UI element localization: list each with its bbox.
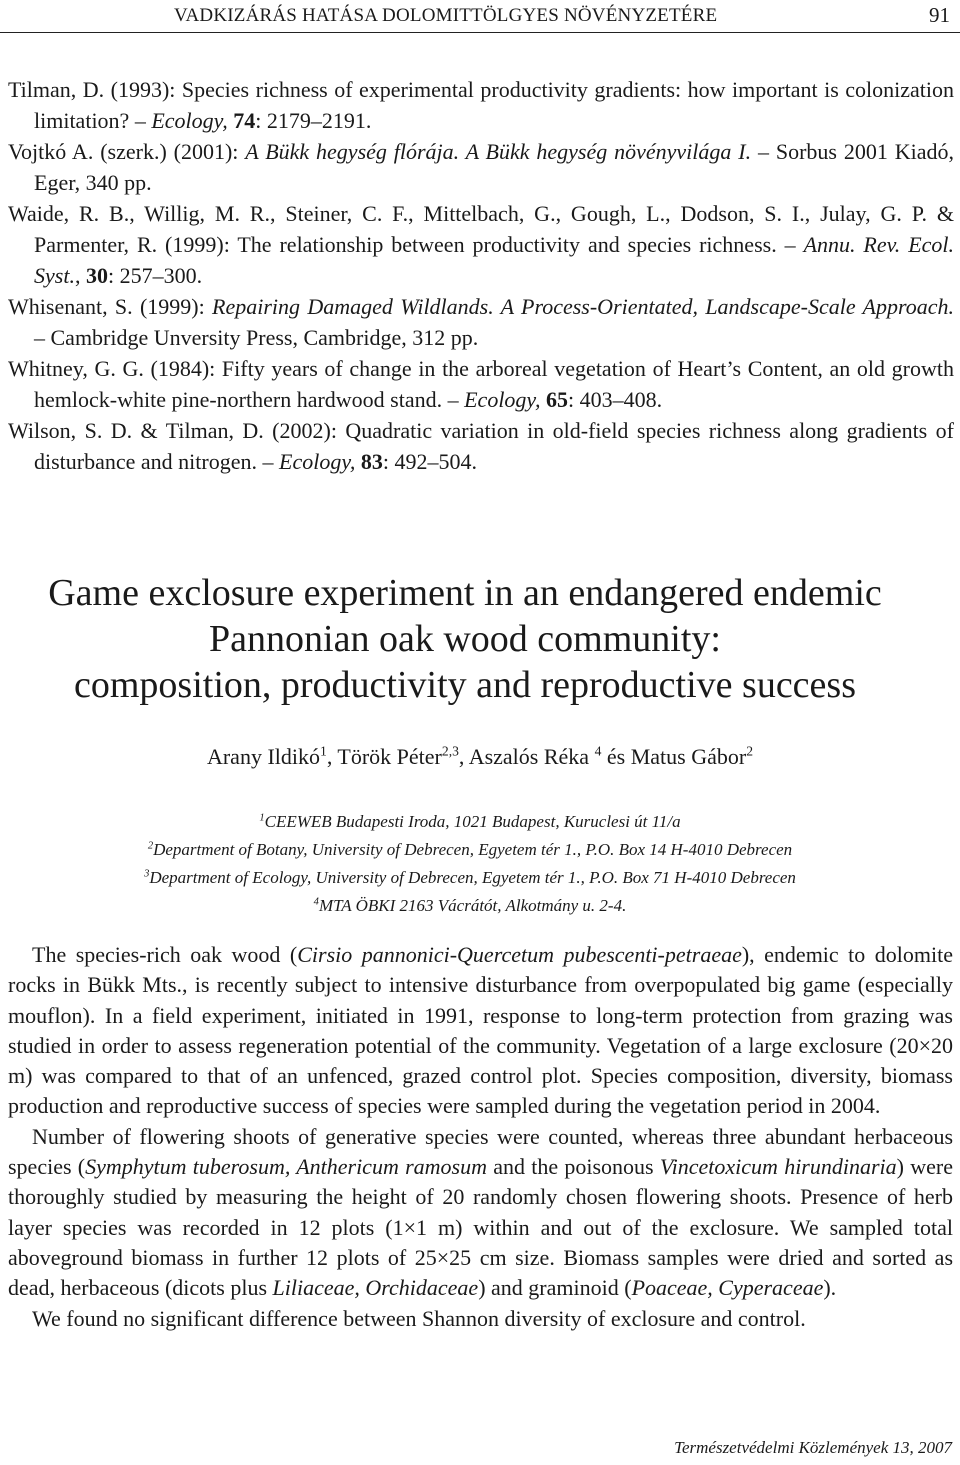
text-run: – Cambridge Unversity Press, Cambridge, 312 pp. — [34, 325, 479, 350]
page-number: 91 — [929, 3, 950, 27]
running-header — [0, 2, 960, 33]
reference-entry — [8, 353, 954, 415]
bold-text: 65 — [545, 387, 568, 412]
text-run: and the poisonous — [486, 1154, 660, 1180]
italic-text: Liliaceae, Orchidaceae — [272, 1275, 479, 1301]
text-run: MTA ÖBKI 2163 Vácrátót, Alkotmány u. 2-4. — [318, 896, 627, 915]
italic-text: A Bükk hegység flórája. A Bükk hegység növényvilága I. — [245, 139, 752, 164]
text-run: : 492–504. — [382, 449, 477, 474]
superscript: 2 — [147, 840, 154, 852]
affiliation — [0, 864, 940, 892]
text-run: We found no significant difference between Shannon diversity of exclosure and control. — [32, 1305, 806, 1331]
author-list — [0, 744, 960, 770]
italic-text: Poaceae, Cyperaceae — [631, 1275, 824, 1301]
abstract-paragraph — [8, 1122, 953, 1304]
affiliation-list — [0, 808, 940, 920]
affiliation — [0, 808, 940, 836]
text-run: Number of flowering shoots of generative species were counted, whereas three abundant herbaceous species ( — [8, 1123, 953, 1180]
journal-footer: Természetvédelmi Közlemények 13, 2007 — [674, 1438, 952, 1457]
text-run: CEEWEB Budapesti Iroda, 1021 Budapest, Kuruclesi út 11/a — [264, 812, 681, 831]
article-title-line: Game exclosure experiment in an endangered endemic — [48, 572, 882, 614]
text-run: Wilson, S. D. & Tilman, D. (2002): Quadratic variation in old-field species richness along gradients of disturbance and nitrogen. – — [8, 418, 954, 474]
italic-text: Symphytum tuberosum, Anthericum ramosum — [85, 1154, 487, 1180]
text-run: Vojtkó A. (szerk.) (2001): — [8, 139, 246, 164]
text-run: , Aszalós Réka — [458, 744, 595, 769]
text-run: Whitney, G. G. (1984): Fifty years of change in the arboreal vegetation of Heart’s Content, an old growth hemlock-white pine-northern hardwood stand. – — [8, 356, 954, 412]
abstract-paragraph — [8, 940, 953, 1122]
affiliation — [0, 892, 940, 920]
article-title — [0, 570, 930, 708]
text-run: – Sorbus 2001 Kiadó, Eger, 340 pp. — [34, 139, 954, 195]
bold-text: 83 — [360, 449, 383, 474]
article-title-line: Pannonian oak wood community: — [209, 618, 721, 660]
bold-text: 30 — [85, 263, 108, 288]
superscript: 2,3 — [441, 743, 459, 759]
text-run: Arany Ildikó — [206, 744, 320, 769]
text-run: : 403–408. — [567, 387, 663, 412]
text-run: Department of Ecology, University of Debrecen, Egyetem tér 1., P.O. Box 71 H-4010 Debrecen — [149, 868, 796, 887]
text-run: ) and graminoid ( — [478, 1275, 632, 1301]
italic-text: Ecology, — [279, 449, 356, 474]
reference-entry — [8, 74, 954, 136]
affiliation — [0, 836, 940, 864]
italic-text: Cirsio pannonici-Quercetum pubescenti-petraeae — [297, 942, 742, 967]
reference-list — [8, 74, 954, 477]
abstract-paragraph — [8, 1304, 953, 1334]
article-title-line: composition, productivity and reproductive success — [74, 664, 856, 706]
text-run: : 2179–2191. — [255, 108, 372, 133]
text-run: , — [74, 263, 86, 288]
text-run: Whisenant, S. (1999): — [8, 294, 213, 319]
text-run: , Török Péter — [326, 744, 442, 769]
superscript: 4 — [594, 743, 602, 759]
superscript: 1 — [259, 812, 265, 824]
superscript: 3 — [144, 868, 150, 880]
reference-entry — [8, 198, 954, 291]
running-title: VADKIZÁRÁS HATÁSA DOLOMITTÖLGYES NÖVÉNYZETÉRE — [174, 5, 718, 26]
text-run: ) were thoroughly studied by measuring the height of 20 randomly chosen flowering shoots. Presence of herb layer species was recorded in 12 plots (1×1 m) within and out of the exclosure. We sampled total aboveground biomass in further 12 plots of 25×25 cm size. Biomass samples were dried and sorted as dead, herbaceous (dicots plus — [8, 1154, 953, 1301]
text-run: ), endemic to dolomite rocks in Bükk Mts., is recently subject to intensive disturbance from overpopulated big game (especially mouflon). In a field experiment, initiated in 1991, response to long-term protection from grazing was studied in order to assess regeneration potential of the community. Vegetation of a large exclosure (20×20 m) was compared to that of an unfenced, grazed control plot. Species composition, diversity, biomass production and reproductive success of species were sampled during the vegetation period in 2004. — [8, 942, 953, 1119]
italic-text: Ecology, — [151, 108, 228, 133]
superscript: 4 — [313, 896, 319, 908]
bold-text: 74 — [233, 108, 256, 133]
text-run: és Matus Gábor — [601, 744, 747, 769]
text-run: Department of Botany, University of Debrecen, Egyetem tér 1., P.O. Box 14 H-4010 Debrecen — [153, 840, 793, 859]
superscript: 1 — [320, 743, 327, 759]
abstract — [8, 940, 953, 1334]
text-run: Tilman, D. (1993): Species richness of experimental productivity gradients: how important is colonization limitation? – — [8, 77, 954, 133]
italic-text: Ecology, — [464, 387, 541, 412]
italic-text: Vincetoxicum hirundinaria — [659, 1154, 897, 1180]
reference-entry — [8, 415, 954, 477]
italic-text: Repairing Damaged Wildlands. A Process-Orientated, Landscape-Scale Approach. — [212, 294, 954, 319]
text-run: The species-rich oak wood ( — [32, 942, 298, 967]
text-run: ). — [823, 1275, 837, 1301]
text-run: Waide, R. B., Willig, M. R., Steiner, C. F., Mittelbach, G., Gough, L., Dodson, S. I., Julay, G. P. & Parmenter, R. (1999): The relationship between productivity and species richness. – — [8, 201, 954, 257]
italic-text: Annu. Rev. Ecol. Syst. — [34, 232, 955, 288]
reference-entry — [8, 136, 954, 198]
text-run: : 257–300. — [107, 263, 203, 288]
reference-entry — [8, 291, 954, 353]
superscript: 2 — [746, 743, 754, 759]
